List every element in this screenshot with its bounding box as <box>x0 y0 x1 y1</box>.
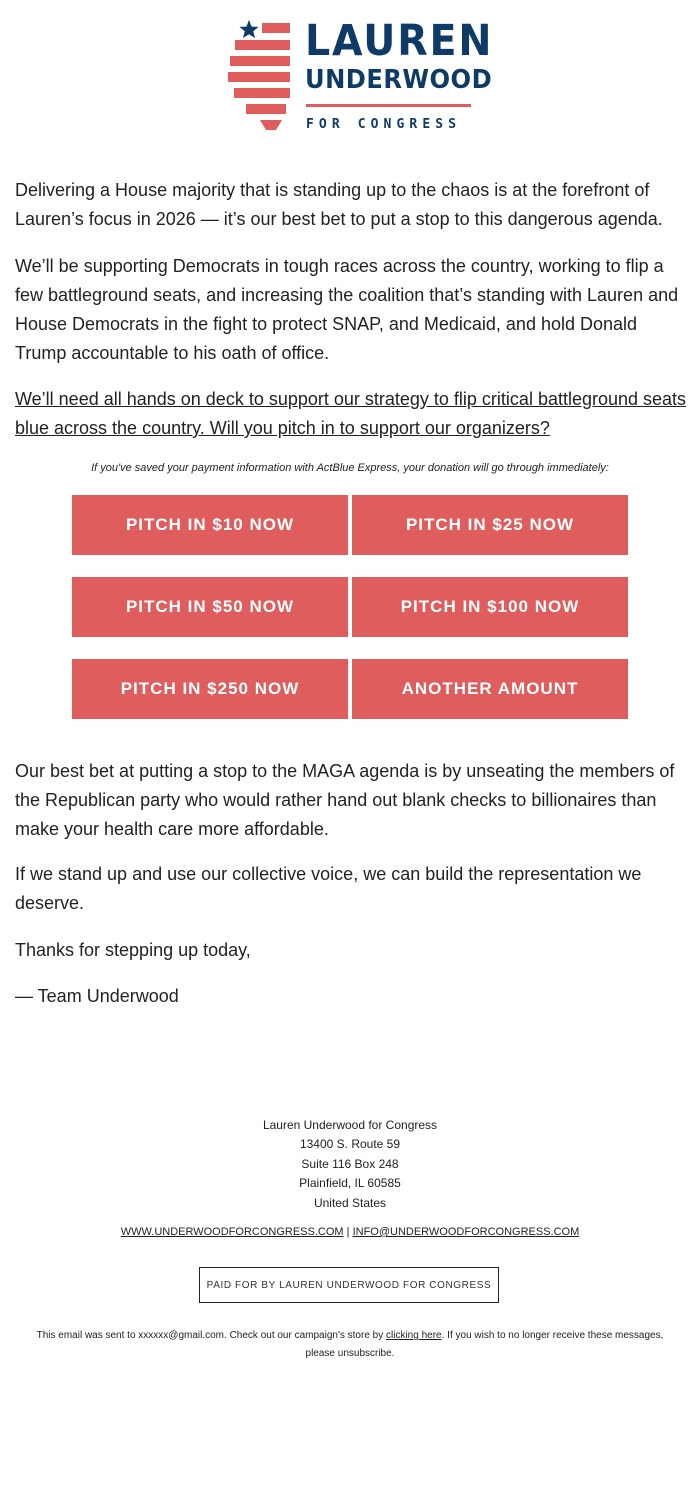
footer-links <box>0 1226 700 1238</box>
footer-country: United States <box>313 1195 387 1210</box>
actblue-express-note: If you've saved your payment information with ActBlue Express, your donation will go through immediately: <box>91 462 609 474</box>
logo-tagline: FOR CONGRESS <box>306 117 462 132</box>
logo-last-name: UNDERWOOD <box>305 65 493 95</box>
campaign-logo <box>226 16 494 134</box>
body-paragraph-2: We’ll be supporting Democrats in tough races across the country, working to flip a few battleground seats, and increasing the coalition that’s standing with Lauren and House Democrats in the fight to protect SNAP, and Medicaid, and hold Donald Trump accountable to his oath of office. <box>15 256 679 363</box>
illinois-flag-logo-icon <box>226 18 292 134</box>
campaign-store-link[interactable]: clicking here <box>386 1330 442 1341</box>
legal-notice <box>25 1327 675 1363</box>
donate-100-button[interactable]: PITCH IN $100 NOW <box>352 577 628 637</box>
body-paragraph-1: Delivering a House majority that is standing up to the chaos is at the forefront of Lauren’s focus in 2026 — it’s our best bet to put a stop to this dangerous agenda. <box>15 180 663 229</box>
footer-address <box>0 1116 700 1213</box>
donate-25-button[interactable]: PITCH IN $25 NOW <box>352 495 628 555</box>
website-link[interactable]: WWW.UNDERWOODFORCONGRESS.COM <box>120 1226 344 1238</box>
footer-city: Plainfield, IL 60585 <box>299 1176 401 1191</box>
legal-text-start: This email was sent to xxxxxx@gmail.com. Check out our campaign's store by <box>36 1330 387 1341</box>
closing-line: Thanks for stepping up today, <box>15 940 251 960</box>
footer-org-name: Lauren Underwood for Congress <box>262 1118 438 1132</box>
donate-250-button[interactable]: PITCH IN $250 NOW <box>72 659 348 719</box>
footer-street: 13400 S. Route 59 <box>299 1137 401 1152</box>
logo-divider <box>306 104 471 107</box>
paid-for-disclaimer: PAID FOR BY LAUREN UNDERWOOD FOR CONGRESS <box>199 1267 499 1303</box>
donate-other-amount-button[interactable]: ANOTHER AMOUNT <box>352 659 628 719</box>
donate-10-button[interactable]: PITCH IN $10 NOW <box>72 495 348 555</box>
signature: — Team Underwood <box>15 986 179 1006</box>
donate-50-button[interactable]: PITCH IN $50 NOW <box>72 577 348 637</box>
email-link[interactable]: INFO@UNDERWOODFORCONGRESS.COM <box>352 1226 580 1238</box>
logo-first-name: LAUREN <box>305 16 494 66</box>
legal-text-end: . If you wish to no longer receive these messages, please unsubscribe. <box>305 1330 664 1359</box>
footer-link-separator: | <box>346 1226 350 1238</box>
footer-suite: Suite 116 Box 248 <box>301 1156 399 1171</box>
body-paragraph-3 <box>15 385 687 443</box>
body-paragraph-5: If we stand up and use our collective voice, we can build the representation we deserve. <box>15 864 642 913</box>
support-organizers-link[interactable]: We’ll need all hands on deck to support our strategy to flip critical battleground seats blue across the country. Will you pitch in to support our organizers? <box>15 389 687 438</box>
body-paragraph-4: Our best bet at putting a stop to the MAGA agenda is by unseating the members of the Republican party who would rather hand out blank checks to billionaires than make your health care more affordable. <box>15 761 675 839</box>
